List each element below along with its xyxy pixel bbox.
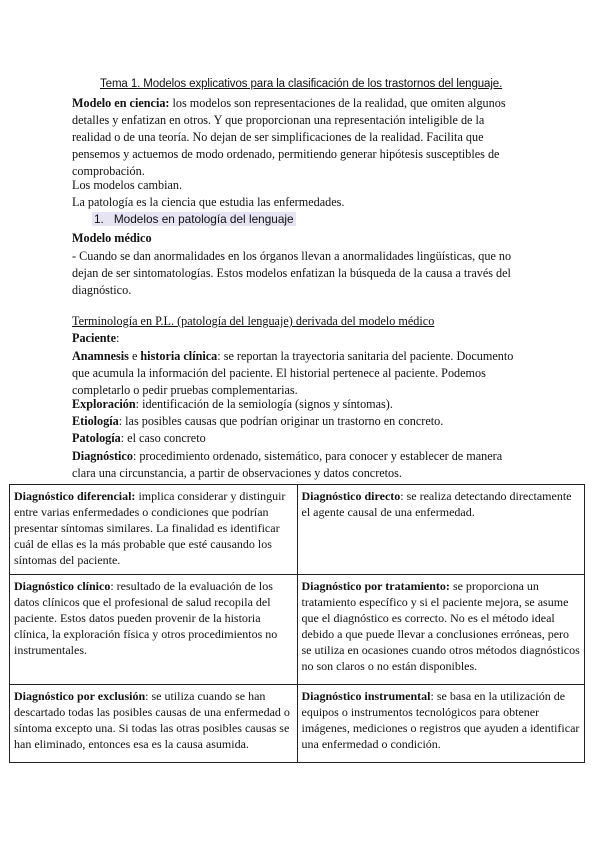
paciente-line: Paciente: [72, 331, 120, 345]
table-row [10, 485, 585, 575]
patologia-definition-line: La patología es la ciencia que estudia las enfermedades. [72, 195, 345, 209]
etiologia-line: Etiología: las posibles causas que podrían originar un trastorno en concreto. [72, 414, 444, 428]
table-cell-clinico: Diagnóstico clínico: resultado de la evaluación de los datos clínicos que el profesional de salud recopila del paciente. Estos datos pueden provenir de la historia clínica, la exploración física y otros procedimientos no instrumentales. [10, 575, 298, 685]
paciente-term: Paciente [72, 331, 116, 345]
patologia-line: Patología: el caso concreto [72, 431, 206, 445]
diagnostico-types-table [9, 484, 585, 763]
modelo-medico-paragraph: - Cuando se dan anormalidades en los órganos llevan a anormalidades lingüísticas, que no dejan de ser sintomatologías. Estos modelos enfatizan la búsqueda de la causa a través del diagnóstico. [72, 249, 512, 297]
list-number: 1. [94, 212, 104, 226]
table-cell-tratamiento: Diagnóstico por tratamiento: se proporciona un tratamiento específico y si el paciente mejora, se asume que el diagnóstico es correcto. No es el método ideal debido a que puede llevar a conclusiones erróneas, pero se utiliza en ocasiones cuando otros métodos diagnósticos no son claros o no están disponibles. [297, 575, 585, 685]
anamnesis-paragraph: Anamnesis e historia clínica: se reportan la trayectoria sanitaria del paciente. Documento que acumula la información del paciente. El historial pertenece al paciente. Podemos completarlo o pedir pruebas complementarias. [72, 349, 514, 397]
modelo-ciencia-paragraph [72, 95, 522, 180]
diagnostico-paragraph: Diagnóstico: procedimiento ordenado, sistemático, para conocer y establecer de manera clara una circunstancia, a partir de observaciones y datos concretos. [72, 449, 503, 480]
modelo-ciencia-text: los modelos son representaciones de la realidad, que omiten algunos detalles y enfatizan en otros. Y que proporcionan una representación inteligible de la realidad o de una teoría. No dejan de ser simplificaciones de la realidad. Facilita que pensemos y actuemos de modo ordenado, permitiendo generar hipótesis susceptibles de comprobación. [72, 96, 506, 178]
terminologia-heading: Terminología en P.L. (patología del lenguaje) derivada del modelo médico [72, 314, 435, 328]
numbered-list-item [92, 212, 296, 226]
list-label: Modelos en patología del lenguaje [113, 212, 294, 226]
historia-clinica-term: historia clínica [140, 349, 218, 363]
exploracion-line: Exploración: identificación de la semiología (signos y síntomas). [72, 397, 393, 411]
table-row [10, 575, 585, 685]
table-row [10, 685, 585, 763]
modelo-ciencia-term: Modelo en ciencia: [72, 96, 170, 110]
anamnesis-term: Anamnesis [72, 349, 129, 363]
modelos-cambian-line: Los modelos cambian. [72, 178, 183, 192]
modelo-medico-heading: Modelo médico [72, 231, 152, 245]
table-cell-exclusion: Diagnóstico por exclusión: se utiliza cuando se han descartado todas las posibles causas de una enfermedad o síntoma excepto una. Si todas las otras posibles causas se han eliminado, entonces esa es la causa asumida. [10, 685, 298, 763]
table-cell-instrumental: Diagnóstico instrumental: se basa en la utilización de equipos o instrumentos tecnológicos para obtener imágenes, mediciones o registros que ayuden a identificar una enfermedad o condición. [297, 685, 585, 763]
table-cell-directo: Diagnóstico directo: se realiza detectando directamente el agente causal de una enfermedad. [297, 485, 585, 575]
page-title: Tema 1. Modelos explicativos para la clasificación de los trastornos del lenguaje. [100, 78, 503, 90]
table-cell-diferencial: Diagnóstico diferencial: implica considerar y distinguir entre varias enfermedades o condiciones que podrían presentar síntomas similares. La finalidad es identificar cuál de ellas es la más probable que esté causando los síntomas del paciente. [10, 485, 298, 575]
